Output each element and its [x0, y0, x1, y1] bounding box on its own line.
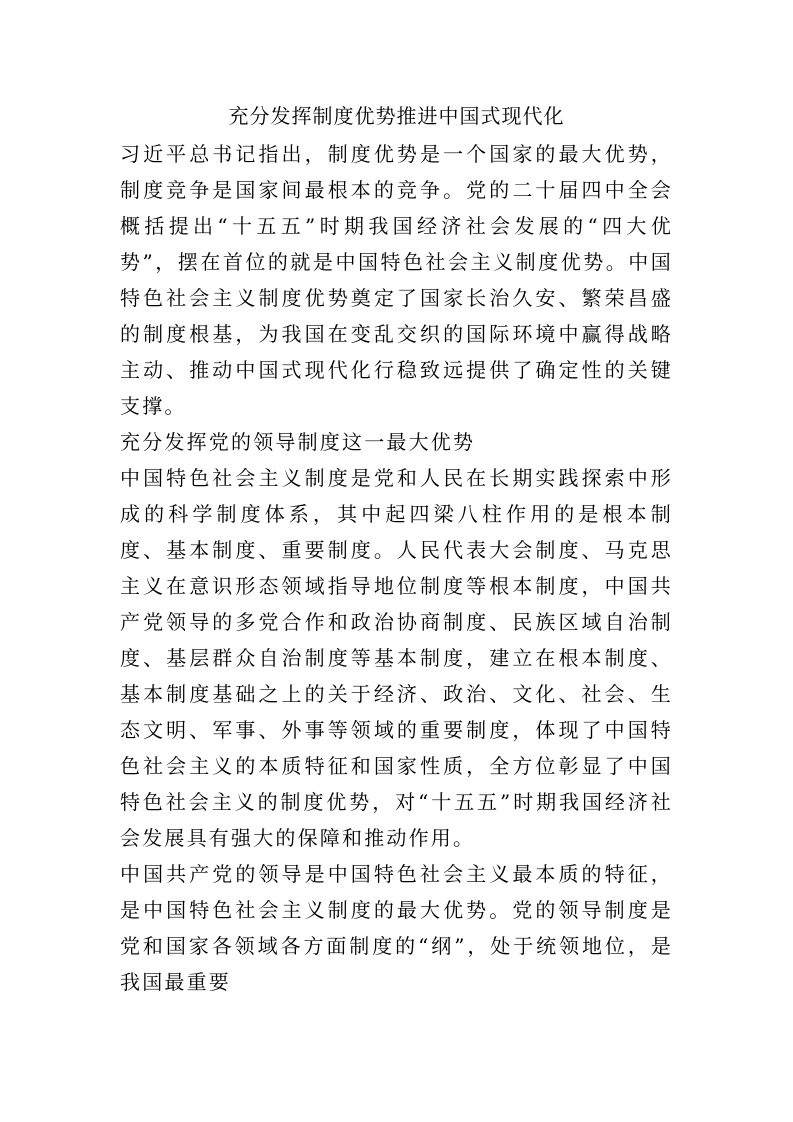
paragraph-leadership: 中国共产党的领导是中国特色社会主义最本质的特征，是中国特色社会主义制度的最大优势。党的领导制度是党和国家各领域各方面制度的“纲”，处于统领地位，是我国最重要: [120, 862, 673, 994]
document-title: 充分发挥制度优势推进中国式现代化: [228, 104, 565, 128]
document-page: [120, 96, 673, 1000]
paragraph-intro: 习近平总书记指出，制度优势是一个国家的最大优势，制度竞争是国家间最根本的竞争。党的二十届四中全会概括提出“十五五”时期我国经济社会发展的“四大优势”，摆在首位的就是中国特色社会主义制度优势。中国特色社会主义制度优势奠定了国家长治久安、繁荣昌盛的制度根基，为我国在变乱交织的国际环境中赢得战略主动、推动中国式现代化行稳致远提供了确定性的关键支撑。: [120, 142, 673, 418]
paragraph-system: 中国特色社会主义制度是党和人民在长期实践探索中形成的科学制度体系，其中起四梁八柱作用的是根本制度、基本制度、重要制度。人民代表大会制度、马克思主义在意识形态领域指导地位制度等根本制度，中国共产党领导的多党合作和政治协商制度、民族区域自治制度、基层群众自治制度等基本制度，建立在根本制度、基本制度基础之上的关于经济、政治、文化、社会、生态文明、军事、外事等领域的重要制度，体现了中国特色社会主义的本质特征和国家性质，全方位彰显了中国特色社会主义的制度优势，对“十五五”时期我国经济社会发展具有强大的保障和推动作用。: [120, 466, 673, 850]
section-heading: 充分发挥党的领导制度这一最大优势: [120, 430, 476, 454]
